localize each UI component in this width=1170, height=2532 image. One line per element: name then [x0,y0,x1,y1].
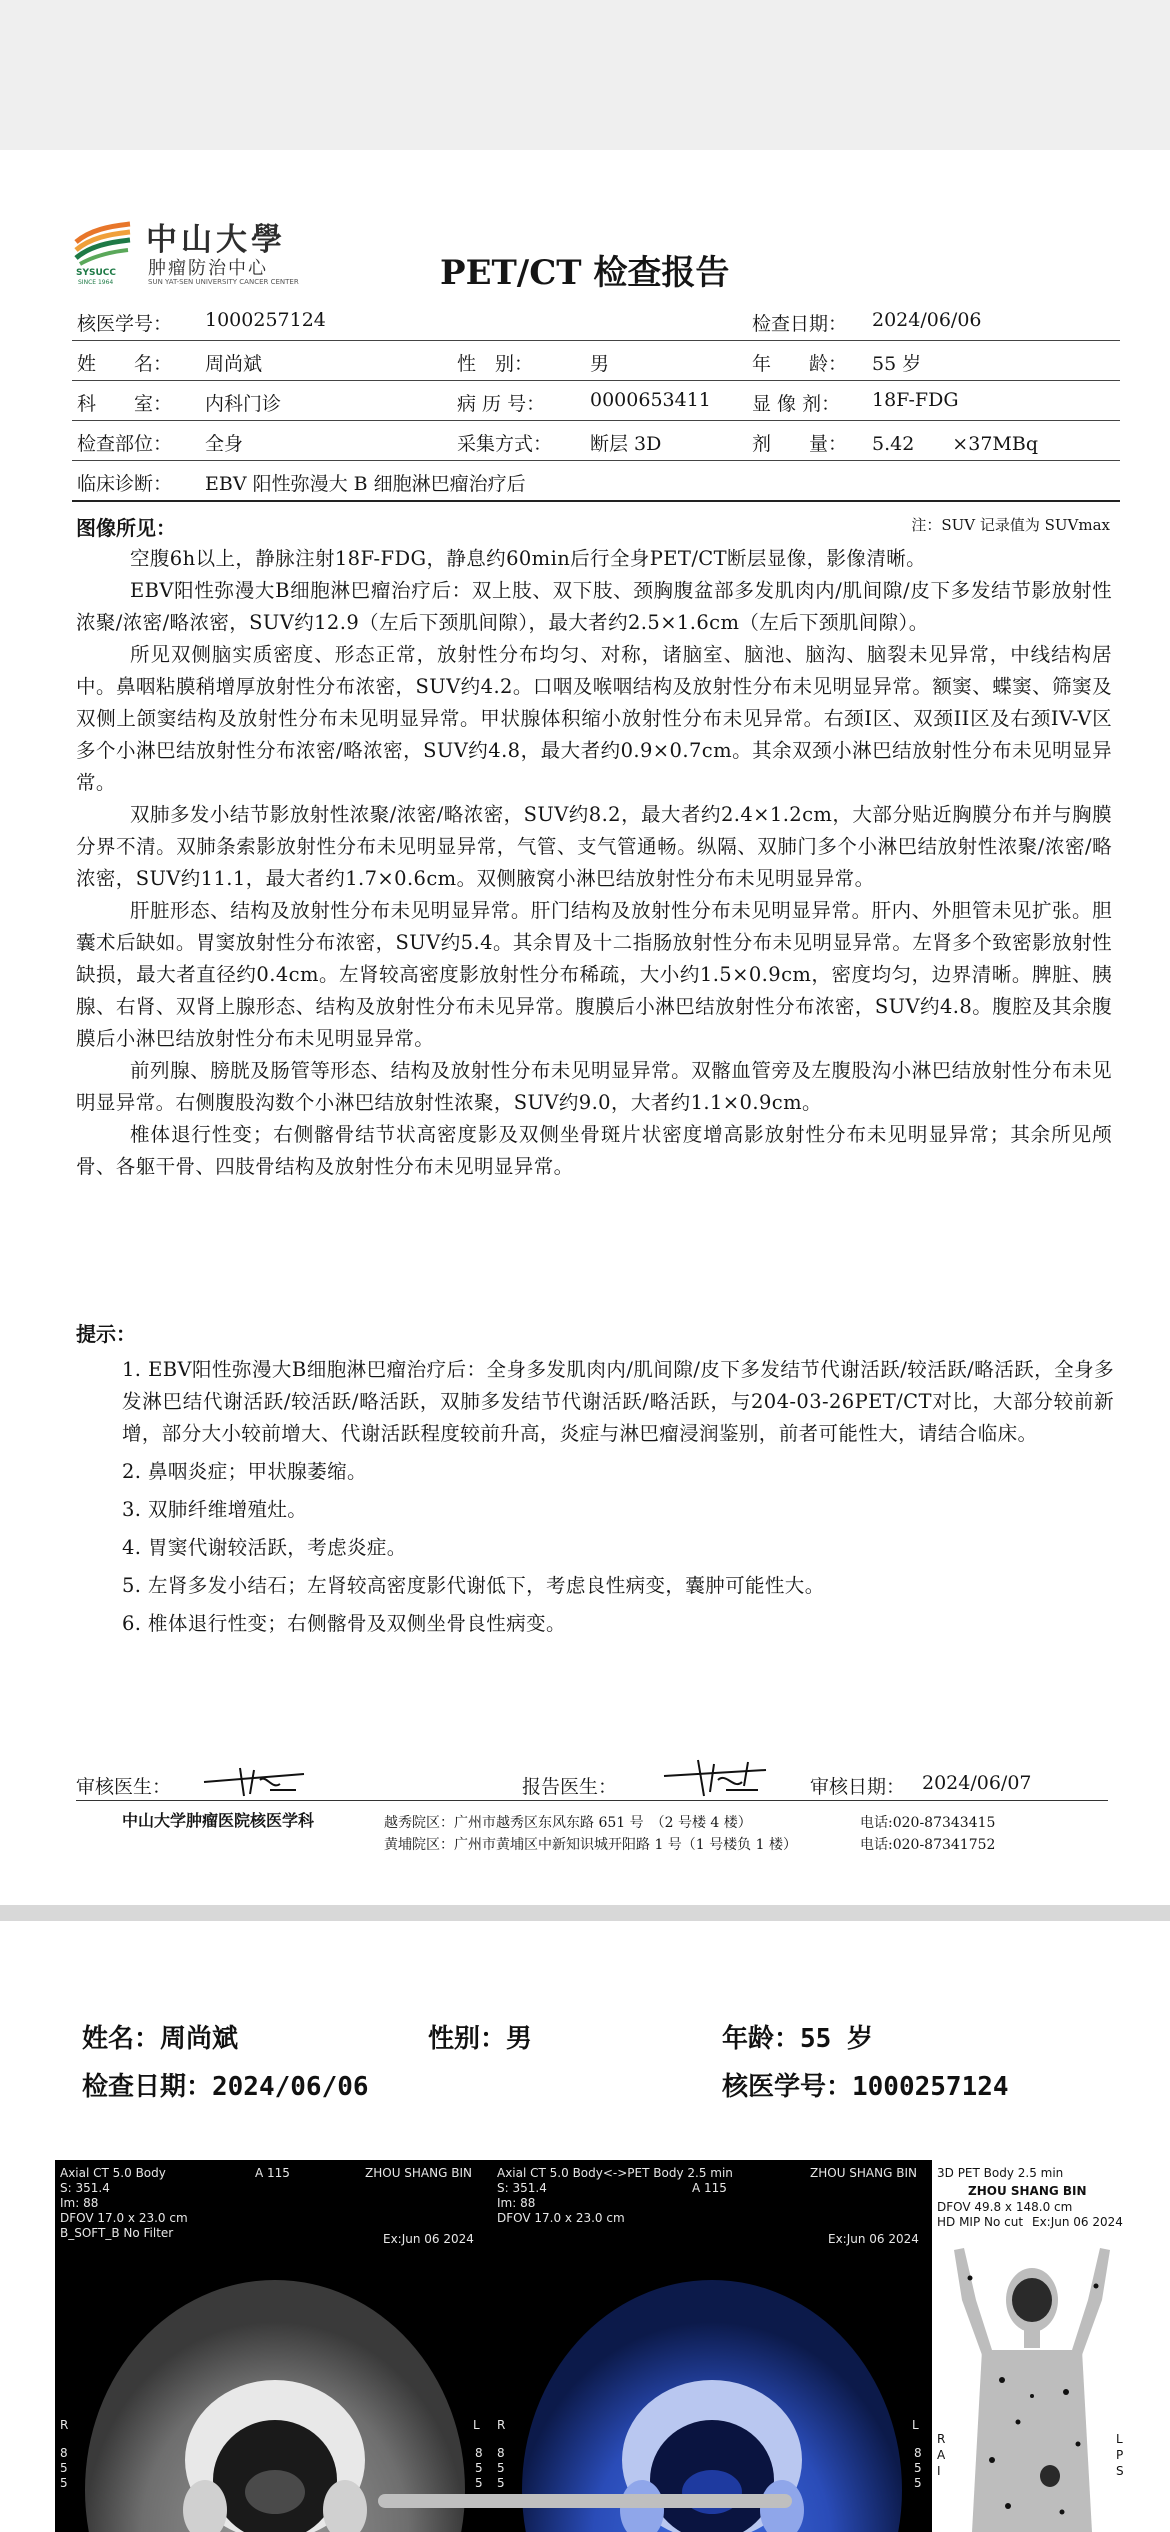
pet-ct-image-panels [55,2160,1130,2532]
label-exam-site: 检查部位： [77,433,173,455]
findings-paragraph: EBV阳性弥漫大B细胞淋巴瘤治疗后：双上肢、双下肢、颈胸腹盆部多发肌肉内/肌间隙/皮下多发结节影放射性浓聚/浓密/略浓密，SUV约12.9（左后下颈肌间隙），最大者约2.5×1.6cm（左后下颈肌间隙）。 [76,579,1112,634]
impression-item: 5. 左肾多发小结石；左肾较高密度影代谢低下，考虑良性病变，囊肿可能性大。 [122,1574,825,1597]
fusion-label-left: L [912,2418,919,2432]
ct-label-n3-right: 5 [475,2476,483,2490]
impression-list [122,1354,1114,1646]
label-sex: 性 别： [457,353,534,375]
suv-note: 注：SUV 记录值为 SUVmax [911,516,1110,534]
reviewer-label: 审核医生： [76,1776,172,1798]
pet-mip-panel[interactable] [932,2160,1130,2532]
mip-label-p: P [1116,2448,1124,2462]
mip-label-r: R [937,2432,946,2446]
ct-axial-panel[interactable] [55,2160,490,2532]
ct-label-n3: 5 [60,2476,68,2490]
reporter-signature [660,1756,770,1800]
home-indicator[interactable] [378,2494,792,2508]
label-dose: 剂 量： [752,433,848,455]
findings-heading: 图像所见： [76,516,176,540]
mip-label-date: Ex:Jun 06 2024 [1032,2215,1123,2229]
logo-abbreviation: SYSUCC [76,268,116,278]
findings-paragraph: 空腹6h以上，静脉注射18F-FDG，静息约60min后行全身PET/CT断层显像，影像清晰。 [130,547,927,570]
footer-department: 中山大学肿瘤医院核医学科 [122,1811,315,1830]
value-record-no: 0000653411 [590,389,711,411]
ct-label-filter: B_SOFT_B No Filter [60,2226,174,2240]
value-name: 周尚斌 [205,353,263,375]
ct-label-patient: ZHOU SHANG BIN [365,2166,472,2180]
label-age: 年 龄： [752,353,848,375]
footer-phone-huangpu: 电话:020-87341752 [860,1837,996,1853]
report-page [0,150,1170,1905]
ct-label-n1: 8 [60,2446,68,2460]
impression-item: 4. 胃窦代谢较活跃，考虑炎症。 [122,1536,407,1559]
info-row-id [72,300,1120,341]
sheet-nuclear-id: 核医学号：1000257124 [722,2072,1009,2102]
fusion-label-n3: 5 [497,2476,505,2490]
info-row-diagnosis [72,460,1120,501]
fusion-label-n1-right: 8 [914,2446,922,2460]
fusion-label-anterior: A 115 [692,2181,727,2195]
mip-label-series: 3D PET Body 2.5 min [937,2166,1064,2180]
label-exam-date: 检查日期： [752,313,848,335]
ct-label-dfov: DFOV 17.0 x 23.0 cm [60,2211,188,2225]
signature-divider [76,1800,1108,1801]
sheet-patient-age: 年龄：55 岁 [722,2024,873,2054]
footer-phone-yuexiu: 电话:020-87343415 [860,1815,996,1831]
mip-label-dfov: DFOV 49.8 x 148.0 cm [937,2200,1073,2214]
ct-label-series: Axial CT 5.0 Body [60,2166,166,2180]
impression-item: 2. 鼻咽炎症；甲状腺萎缩。 [122,1460,367,1483]
ct-label-n2: 5 [60,2461,68,2475]
findings-paragraph: 双肺多发小结节影放射性浓聚/浓密/略浓密，SUV约8.2，最大者约2.4×1.2cm，大部分贴近胸膜分布并与胸膜分界不清。双肺条索影放射性分布未见明显异常，气管、支气管通畅。纵隔、双肺门多个小淋巴结放射性浓聚/浓密/略浓密，SUV约11.1，最大者约1.7×0.6cm。双侧腋窝小淋巴结放射性分布未见明显异常。 [76,803,1112,890]
label-clinical-diagnosis: 临床诊断： [77,473,173,495]
info-row-patient [72,340,1120,381]
impression-item: 1. EBV阳性弥漫大B细胞淋巴瘤治疗后：全身多发肌肉内/肌间隙/皮下多发结节代谢活跃/较活跃/略活跃，全身多发淋巴结代谢活跃/较活跃/略活跃，双肺多发结节代谢活跃/略活跃，与204-03-26PET/CT对比，大部分较前新增，部分大小较前增大、代谢活跃程度较前升高，炎症与淋巴瘤浸润鉴别，前者可能性大，请结合临床。 [122,1358,1114,1445]
fusion-label-slice: S: 351.4 [497,2181,547,2195]
ct-label-image: Im: 88 [60,2196,99,2210]
mip-label-a: A [937,2448,946,2462]
fusion-label-date: Ex:Jun 06 2024 [828,2232,919,2246]
fusion-label-right: R [497,2418,506,2432]
fusion-label-n1: 8 [497,2446,505,2460]
label-name: 姓 名： [77,353,173,375]
sheet-patient-name: 姓名：周尚斌 [82,2024,239,2054]
impression-item: 6. 椎体退行性变；右侧髂骨及双侧坐骨良性病变。 [122,1612,566,1635]
mip-label-i: I [937,2464,941,2478]
review-date-value: 2024/06/07 [922,1772,1032,1794]
value-dept: 内科门诊 [205,393,282,415]
top-bar-background [0,0,1170,150]
mip-label-patient: ZHOU SHANG BIN [968,2184,1087,2198]
value-tracer: 18F-FDG [872,389,959,411]
label-nuclear-id: 核医学号： [77,313,173,335]
fusion-label-series: Axial CT 5.0 Body<->PET Body 2.5 min [497,2166,733,2180]
value-exam-date: 2024/06/06 [872,309,982,331]
value-exam-site: 全身 [205,433,244,455]
footer-address-yuexiu: 越秀院区：广州市越秀区东风东路 651 号 （2 号楼 4 楼） [384,1815,752,1831]
value-age: 55 岁 [872,353,922,375]
fusion-label-dfov: DFOV 17.0 x 23.0 cm [497,2211,625,2225]
findings-paragraph: 所见双侧脑实质密度、形态正常，放射性分布均匀、对称，诸脑室、脑池、脑沟、脑裂未见异常，中线结构居中。鼻咽粘膜稍增厚放射性分布浓密，SUV约4.2。口咽及喉咽结构及放射性分布未见明显异常。额窦、蝶窦、筛窦及双侧上颌窦结构及放射性分布未见明显异常。甲状腺体积缩小放射性分布未见异常。右颈I区、双颈II区及右颈IV-V区多个小淋巴结放射性分布浓密/略浓密，SUV约4.8，最大者约0.9×0.7cm。其余双颈小淋巴结放射性分布未见明显异常。 [76,643,1112,794]
impression-heading: 提示： [76,1322,136,1346]
value-acquisition: 断层 3D [590,433,662,455]
divider [72,500,1120,502]
value-clinical-diagnosis: EBV 阳性弥漫大 B 细胞淋巴瘤治疗后 [205,473,526,495]
ct-label-n1-right: 8 [475,2446,483,2460]
mip-label-mode: HD MIP No cut [937,2215,1024,2229]
findings-paragraph: 前列腺、膀胱及肠管等形态、结构及放射性分布未见明显异常。双髂血管旁及左腹股沟小淋巴结放射性分布未见明显异常。右侧腹股沟数个小淋巴结放射性浓聚，SUV约9.0，大者约1.1×0.9cm。 [76,1059,1112,1114]
ct-label-left: L [473,2418,480,2432]
value-sex: 男 [590,353,610,375]
ct-label-date: Ex:Jun 06 2024 [383,2232,474,2246]
logo-since: SINCE 1964 [78,279,114,286]
info-row-exam [72,420,1120,461]
ct-label-n2-right: 5 [475,2461,483,2475]
sheet-patient-sex: 性别：男 [428,2024,533,2054]
label-dept: 科 室： [77,393,173,415]
hospital-logo [72,212,299,290]
reporter-label: 报告医生： [522,1776,618,1798]
fusion-label-patient: ZHOU SHANG BIN [810,2166,917,2180]
sheet-exam-date: 检查日期：2024/06/06 [82,2072,369,2102]
fusion-label-n2: 5 [497,2461,505,2475]
mip-label-l: L [1116,2432,1123,2446]
logo-university-name: 中山大學 [146,222,286,258]
fusion-label-image: Im: 88 [497,2196,536,2210]
logo-center-english: SUN YAT-SEN UNIVERSITY CANCER CENTER [148,278,299,286]
logo-center-name: 肿瘤防治中心 [148,258,268,279]
findings-paragraph: 椎体退行性变；右侧髂骨结节状高密度影及双侧坐骨斑片状密度增高影放射性分布未见明显异常；其余所见颅骨、各躯干骨、四肢骨结构及放射性分布未见明显异常。 [76,1123,1112,1178]
signature-row [76,1768,1108,1804]
footer-address-huangpu: 黄埔院区：广州市黄埔区中新知识城开阳路 1 号（1 号楼负 1 楼） [384,1837,797,1853]
fusion-axial-panel[interactable] [492,2160,930,2532]
ct-label-slice: S: 351.4 [60,2181,110,2195]
value-nuclear-id: 1000257124 [205,309,326,331]
impression-item: 3. 双肺纤维增殖灶。 [122,1498,308,1521]
info-row-dept [72,380,1120,421]
ct-label-right: R [60,2418,69,2432]
review-date-label: 审核日期： [810,1776,906,1798]
label-record-no: 病 历 号： [457,393,546,415]
fusion-label-n3-right: 5 [914,2476,922,2490]
fusion-label-n2-right: 5 [914,2461,922,2475]
findings-paragraph: 肝脏形态、结构及放射性分布未见明显异常。肝门结构及放射性分布未见明显异常。肝内、外胆管未见扩张。胆囊术后缺如。胃窦放射性分布浓密，SUV约5.4。其余胃及十二指肠放射性分布未见明显异常。左肾多个致密影放射性缺损，最大者直径约0.4cm。左肾较高密度影放射性分布稀疏，大小约1.5×0.9cm，密度均匀，边界清晰。脾脏、胰腺、右肾、双肾上腺形态、结构及放射性分布未见异常。腹膜后小淋巴结放射性分布浓密，SUV约4.8。腹腔及其余腹膜后小淋巴结放射性分布未见明显异常。 [76,899,1112,1050]
page-separator [0,1905,1170,1921]
report-title: PET/CT 检查报告 [440,253,730,293]
label-tracer: 显 像 剂： [752,393,841,415]
findings-body [76,543,1112,1183]
mip-label-s: S [1116,2464,1124,2478]
value-dose: 5.42 ×37MBq [872,433,1038,455]
label-acquisition: 采集方式： [457,433,553,455]
reviewer-signature [200,1760,310,1800]
ct-label-anterior: A 115 [255,2166,290,2180]
